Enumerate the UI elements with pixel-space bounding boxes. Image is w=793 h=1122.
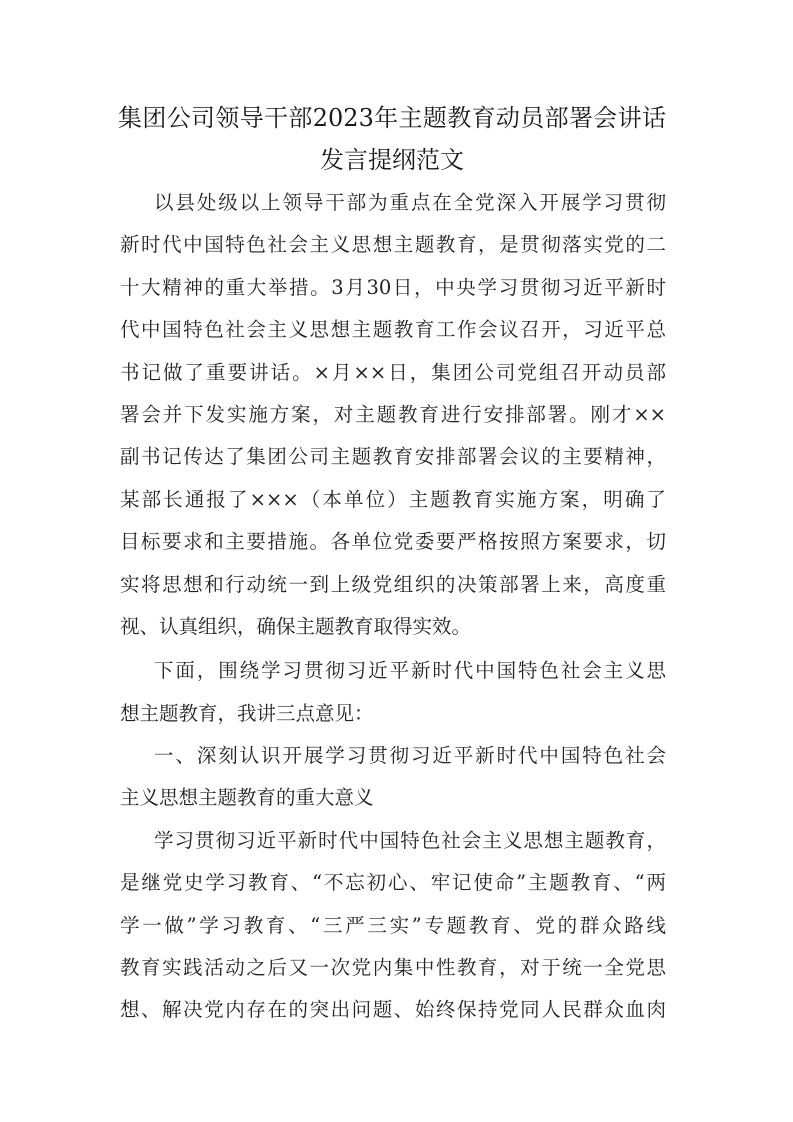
paragraph-outline-intro — [120, 650, 666, 735]
paragraph-significance — [120, 820, 666, 1032]
document-body — [120, 182, 666, 1032]
text-line: 代中国特色社会主义思想主题教育工作会议召开，习近平总 — [120, 318, 666, 342]
paragraph-intro — [120, 182, 666, 648]
text-line: 学习贯彻习近平新时代中国特色社会主义思想主题教育， — [154, 828, 666, 852]
title-line-1: 集团公司领导干部2023年主题教育动员部署会讲话 — [118, 104, 666, 132]
text-line: 想、解决党内存在的突出问题、始终保持党同人民群众血肉 — [120, 998, 666, 1022]
text-line: 署会并下发实施方案，对主题教育进行安排部署。刚才×× — [120, 402, 666, 426]
heading-line: 主义思想主题教育的重大意义 — [120, 786, 374, 810]
heading-line: 一、深刻认识开展学习贯彻习近平新时代中国特色社会 — [154, 744, 666, 768]
title-line-2: 发言提纲范文 — [320, 146, 464, 174]
text-line: 新时代中国特色社会主义思想主题教育，是贯彻落实党的二 — [120, 233, 666, 257]
text-line: 实将思想和行动统一到上级党组织的决策部署上来，高度重 — [120, 572, 666, 596]
section-heading-1 — [120, 735, 666, 820]
text-line: 书记做了重要讲话。×月××日，集团公司党组召开动员部 — [120, 360, 666, 384]
text-line: 视、认真组织，确保主题教育取得实效。 — [120, 614, 472, 638]
text-line: 副书记传达了集团公司主题教育安排部署会议的主要精神， — [120, 445, 666, 469]
text-line: 想主题教育，我讲三点意见： — [120, 701, 374, 725]
text-line: 是继党史学习教育、“不忘初心、牢记使命”主题教育、“两 — [120, 871, 666, 895]
text-line: 下面，围绕学习贯彻习近平新时代中国特色社会主义思 — [154, 659, 666, 683]
text-line: 学一做”学习教育、“三严三实”专题教育、党的群众路线 — [120, 913, 666, 937]
text-line: 某部长通报了×××（本单位）主题教育实施方案，明确了 — [120, 487, 666, 511]
text-line: 以县处级以上领导干部为重点在全党深入开展学习贯彻 — [154, 191, 666, 214]
text-line: 十大精神的重大举措。3月30日，中央学习贯彻习近平新时 — [120, 275, 666, 299]
text-line: 教育实践活动之后又一次党内集中性教育，对于统一全党思 — [120, 956, 666, 980]
document-title — [118, 97, 666, 181]
text-line: 目标要求和主要措施。各单位党委要严格按照方案要求，切 — [120, 530, 666, 554]
